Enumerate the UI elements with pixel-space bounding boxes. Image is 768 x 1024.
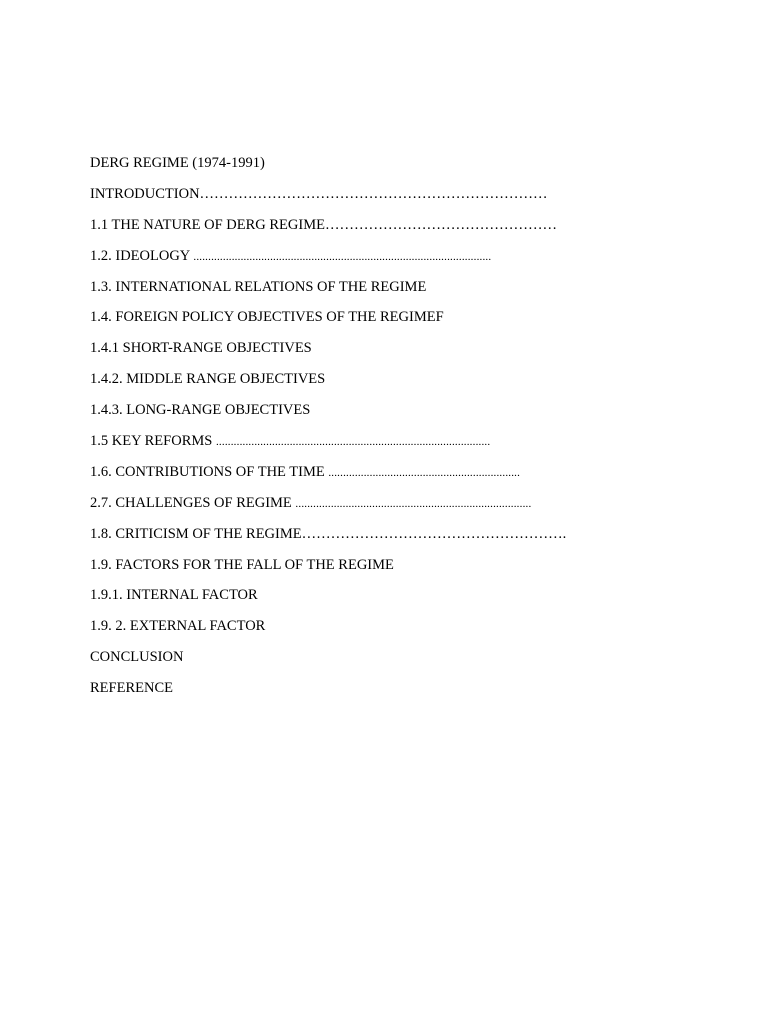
- toc-entry-criticism: [90, 524, 566, 555]
- toc-entry-text: 1.9.1. INTERNAL FACTOR: [90, 587, 258, 604]
- toc-leader: .............................................................................................: [215, 436, 491, 449]
- toc-entry-middle-range: [90, 369, 566, 400]
- toc-leader: ………………………………………………………………: [199, 185, 548, 202]
- toc-entry-nature: [90, 215, 566, 246]
- toc-entry-text: INTRODUCTION: [90, 185, 200, 202]
- toc-entry-text: 1.9. 2. EXTERNAL FACTOR: [90, 618, 266, 635]
- toc-entry-internal-factor: [90, 585, 566, 616]
- toc-leader: …………………………………………: [324, 216, 557, 233]
- toc-entry-text: DERG REGIME (1974-1991): [90, 155, 265, 171]
- toc-leader: .................................................................: [328, 466, 521, 479]
- toc-entry-title: [90, 153, 566, 184]
- toc-entry-text: 1.9. FACTORS FOR THE FALL OF THE REGIME: [90, 556, 394, 573]
- toc-entry-foreign-policy: [90, 307, 566, 338]
- toc-entry-key-reforms: [90, 431, 566, 462]
- toc-entry-factors-fall: [90, 555, 566, 586]
- toc-leader: ……………………………………………….: [301, 525, 567, 542]
- toc-entry-text: 2.7. CHALLENGES OF REGIME: [90, 494, 296, 511]
- toc-entry-text: REFERENCE: [90, 680, 173, 697]
- toc-entry-external-factor: [90, 616, 566, 647]
- toc-leader: ................................................................................: [295, 497, 532, 510]
- toc-entry-text: 1.4. FOREIGN POLICY OBJECTIVES OF THE REGIMEF: [90, 309, 444, 326]
- toc-entry-conclusion: [90, 647, 566, 678]
- toc-entry-text: 1.4.3. LONG-RANGE OBJECTIVES: [90, 402, 311, 419]
- toc-entry-text: 1.1 THE NATURE OF DERG REGIME: [90, 216, 325, 233]
- toc-entry-text: 1.4.1 SHORT-RANGE OBJECTIVES: [90, 340, 312, 357]
- toc-entry-text: CONCLUSION: [90, 649, 184, 666]
- toc-entry-long-range: [90, 400, 566, 431]
- toc-entry-ideology: [90, 246, 566, 277]
- toc-entry-challenges: [90, 493, 566, 524]
- toc-entry-text: 1.8. CRITICISM OF THE REGIME: [90, 525, 302, 542]
- toc-entry-text: 1.2. IDEOLOGY: [90, 247, 194, 264]
- toc-entry-introduction: [90, 184, 566, 215]
- toc-entry-reference: [90, 678, 566, 709]
- toc-entry-text: 1.4.2. MIDDLE RANGE OBJECTIVES: [90, 371, 326, 388]
- toc-entry-contributions: [90, 462, 566, 493]
- toc-leader: .....................................................................................................: [193, 250, 492, 263]
- toc-entry-text: 1.6. CONTRIBUTIONS OF THE TIME: [90, 463, 329, 480]
- toc-entry-international-relations: [90, 277, 566, 308]
- toc-entry-text: 1.5 KEY REFORMS: [90, 433, 216, 450]
- toc-entry-short-range: [90, 338, 566, 369]
- table-of-contents: [90, 153, 566, 709]
- toc-entry-text: 1.3. INTERNATIONAL RELATIONS OF THE REGIME: [90, 278, 427, 295]
